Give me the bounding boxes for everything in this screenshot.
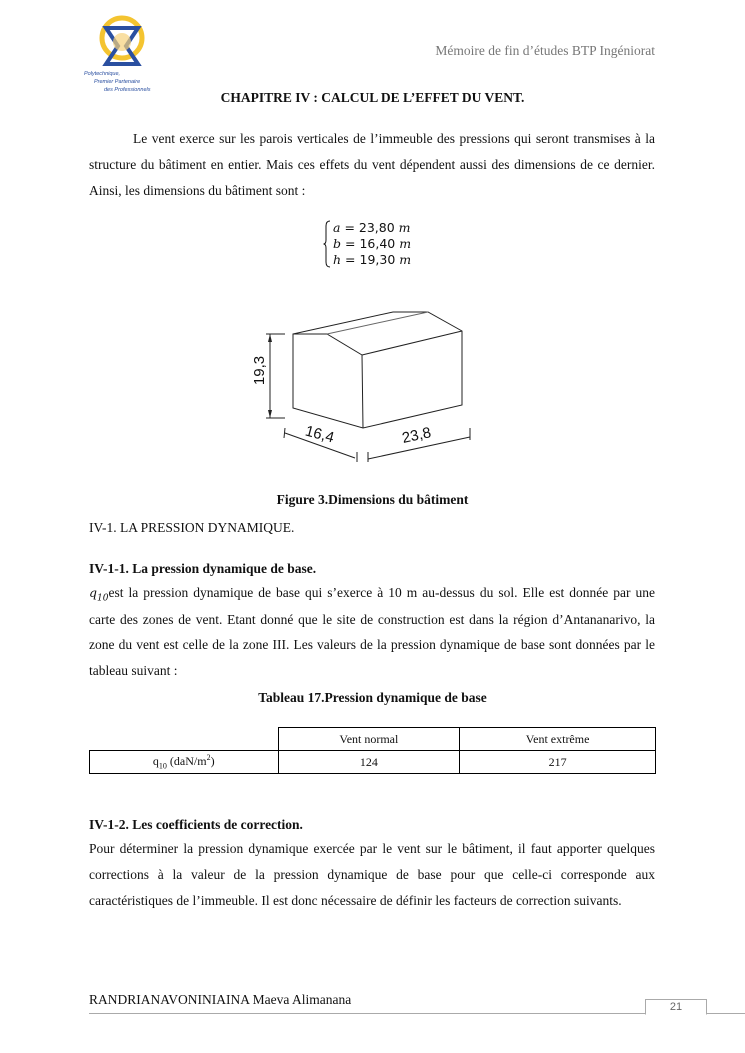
q10-paragraph: $q_{10}est$ la pression dynamique de base qui s’exerce à 10 m au-dessus du sol. Elle est donnée par une carte des zones de vent. Etant donné que le site de construction est dans la région d’Antananarivo, la zone du vent est celle de la zone III. Les valeurs de la pression dynamique de base sont données par le tableau suivant : [89,585,655,679]
width-dimension-label: 16,4 [303,422,336,447]
logo-text: des Professionnels [104,87,151,93]
chapter-title: CHAPITRE IV : CALCUL DE L’EFFET DU VENT. [220,90,525,105]
intro-paragraph: Le vent exerce sur les parois verticales de l’immeuble des pressions qui seront transmises à la structure du bâtiment en entier. Mais ces effets du vent dépendent aussi des dimensions de ce dernier. Ainsi, les dimensions du bâtiment sont : [89,131,655,198]
table-cell: 124 [278,751,460,774]
table-row [90,751,656,774]
building-figure [0,0,745,480]
column-header: Vent normal [278,728,460,751]
figure-caption: Figure 3.Dimensions du bâtiment [276,492,469,507]
page-number: 21 [645,999,707,1015]
logo-text: Premier Partenaire [94,79,141,85]
pressure-table [89,727,656,774]
subsection-heading: IV-1-1. La pression dynamique de base. [89,561,317,576]
row-label: $q_{10}$ $(daN/m^2)$ [90,751,279,774]
table-caption: Tableau 17.Pression dynamique de base [258,690,487,705]
table-cell: 217 [460,751,656,774]
logo-text: Polytechnique, [84,71,121,77]
running-title: Mémoire de fin d’études BTP Ingéniorat [435,43,655,58]
equation-a: a = 23,80 m [333,220,411,235]
height-dimension-label: 19,3 [251,355,269,386]
footer-author: RANDRIANAVONINIAINA Maeva Alimanana [89,992,352,1007]
subsection-heading: IV-1-2. Les coefficients de correction. [89,817,303,832]
section-heading: IV-1. LA PRESSION DYNAMIQUE. [89,520,295,535]
q10-symbol: $q_{10}$ [89,585,109,604]
column-header: Vent extrême [460,728,656,751]
equation-b: b = 16,40 m [333,236,412,251]
length-dimension-label: 23,8 [400,424,433,447]
correction-paragraph: Pour déterminer la pression dynamique exercée par le vent sur le bâtiment, il faut apporter quelques corrections à la valeur de la pression dynamique de base pour que celle-ci corresponde aux caractéristiques de l’immeuble. Il est donc nécessaire de définir les facteurs de correction suivants. [89,841,655,908]
equation-h: h = 19,30 m [333,252,412,267]
